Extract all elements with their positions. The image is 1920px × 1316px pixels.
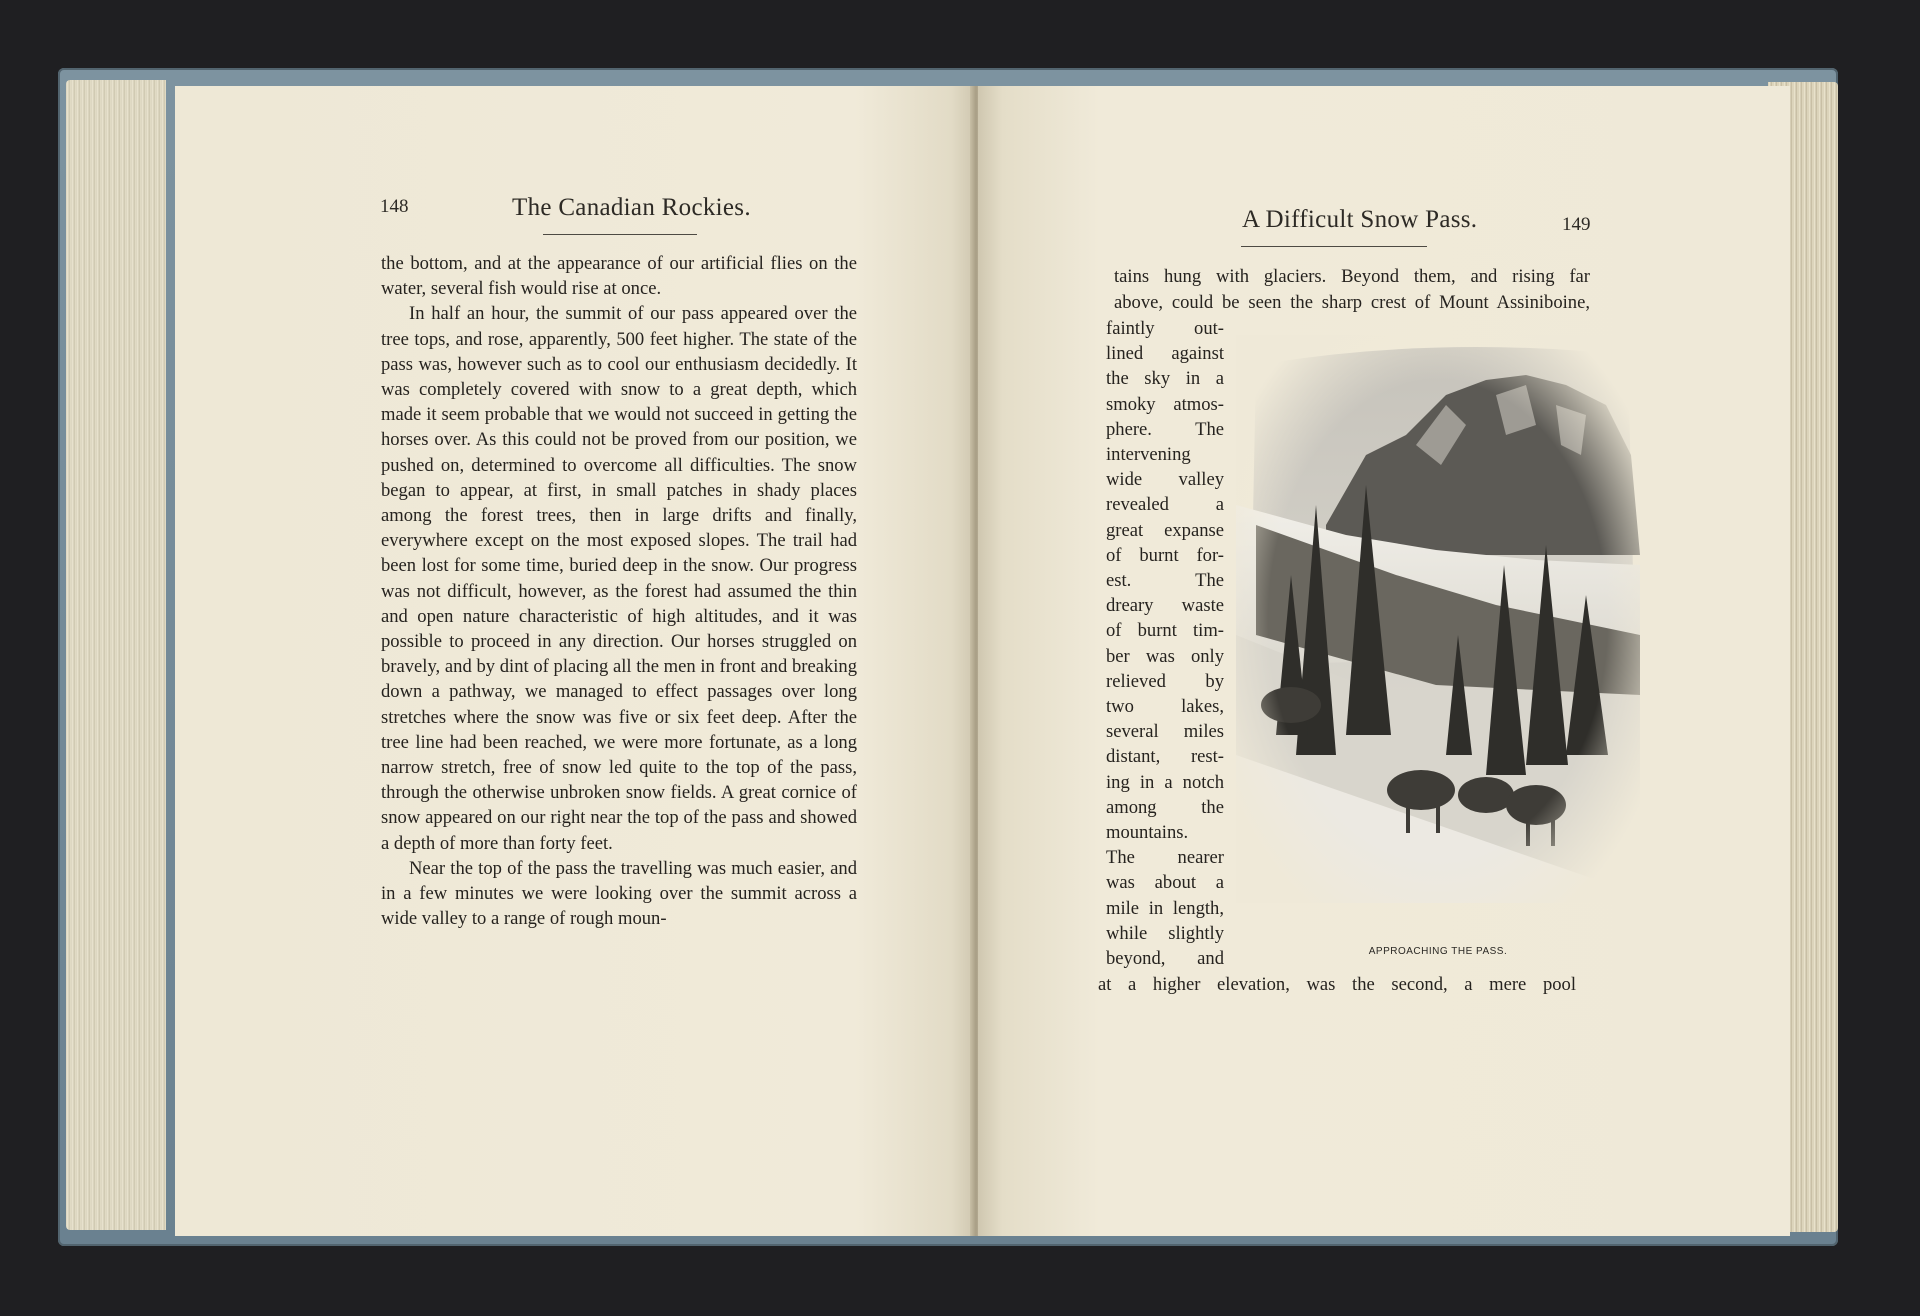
- right-head-rule: [1241, 246, 1427, 247]
- wrapped-line: wide valley: [1106, 469, 1224, 491]
- wrapped-line: revealed a: [1106, 494, 1224, 516]
- wrapped-line: lined against: [1106, 343, 1224, 365]
- paragraph: Near the top of the pass the travelling was much easier, and in a few minutes we were looking over the summit across a wide valley to a range of rough moun-: [381, 857, 857, 930]
- wrapped-line: several miles: [1106, 721, 1224, 743]
- wrapped-line: mile in length,: [1106, 897, 1224, 919]
- wrapped-line: beyond, and: [1106, 948, 1224, 970]
- left-page-edges: [66, 80, 166, 1230]
- wrapped-line: of burnt for-: [1106, 544, 1224, 566]
- wrapped-line: mountains.: [1106, 822, 1189, 844]
- wrapped-line: dreary waste: [1106, 595, 1224, 617]
- wrapped-line: intervening: [1106, 444, 1191, 466]
- wrapped-line: distant, rest-: [1106, 746, 1224, 768]
- wrapped-line: was about a: [1106, 872, 1224, 894]
- right-top-line: tains hung with glaciers. Beyond them, and rising far: [1114, 266, 1590, 287]
- right-top-line: above, could be seen the sharp crest of Mount Assiniboine,: [1114, 292, 1590, 313]
- right-bottom-line: at a higher elevation, was the second, a mere pool: [1098, 974, 1576, 995]
- right-page-number: 149: [1562, 214, 1591, 235]
- wrapped-line: relieved by: [1106, 670, 1224, 692]
- plate-caption: APPROACHING THE PASS.: [1368, 946, 1508, 957]
- left-page-body: [381, 251, 857, 931]
- wrapped-line: smoky atmos-: [1106, 393, 1224, 415]
- wrapped-line: est. The: [1106, 570, 1224, 592]
- wrapped-line: while slightly: [1106, 922, 1224, 944]
- wrapped-line: the sky in a: [1106, 368, 1224, 390]
- paragraph: In half an hour, the summit of our pass appeared over the tree tops, and rose, apparently, 500 feet higher. The state of the pass was, however such as to cool our enthusiasm decidedly. It was completely covered with snow to a great depth, which made it seem probable that we would not succeed in getting the horses over. As this could not be proved from our position, we pushed on, determined to overcome all difficulties. The snow began to appear, at first, in small patches in shady places among the forest trees, then in large drifts and finally, everywhere except on the most exposed slopes. The trail had been lost for some time, buried deep in the snow. Our progress was not difficult, however, as the forest had assumed the thin and open nature characteristic of high altitudes, and it was possible to proceed in any direction. Our horses struggled on bravely, and by dint of placing all the men in front and breaking down a pathway, we managed to effect passages over long stretches where the snow was five or six feet deep. After the tree line had been reached, we were more fortunate, as a long narrow stretch, free of snow led quite to the top of the pass, through the otherwise unbroken snow fields. A great cornice of snow appeared on our right near the top of the pass and showed a depth of more than forty feet.: [381, 303, 857, 854]
- wrapped-line: great expanse: [1106, 519, 1224, 541]
- wrapped-line: two lakes,: [1106, 696, 1224, 718]
- wrapped-line: The nearer: [1106, 847, 1224, 869]
- paragraph: the bottom, and at the appearance of our artificial flies on the water, several fish would rise at once.: [381, 253, 857, 300]
- wrapped-line: of burnt tim-: [1106, 620, 1224, 642]
- wrapped-line: ber was only: [1106, 645, 1224, 667]
- left-running-head: The Canadian Rockies.: [512, 194, 751, 221]
- wrapped-line: faintly out-: [1106, 318, 1224, 339]
- left-head-rule: [543, 234, 697, 235]
- wrapped-text-column: [1106, 316, 1224, 971]
- wrapped-line: among the: [1106, 796, 1224, 818]
- wrapped-line: ing in a notch: [1106, 771, 1224, 793]
- wrapped-line: phere. The: [1106, 418, 1224, 440]
- left-page-number: 148: [380, 196, 409, 217]
- mountain-pass-photograph: [1236, 335, 1640, 903]
- right-running-head: A Difficult Snow Pass.: [1242, 206, 1478, 233]
